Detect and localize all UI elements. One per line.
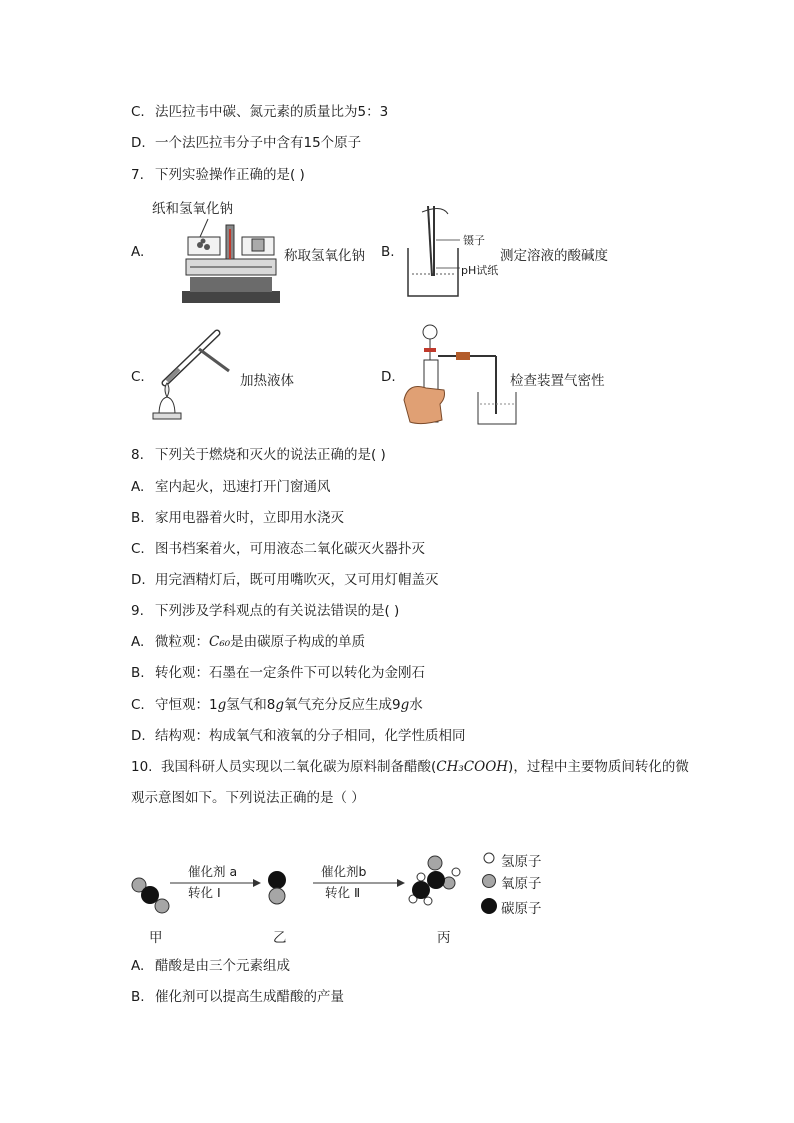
option-prefix: B.: [131, 510, 145, 526]
question-text: 下列关于燃烧和灭火的说法正确的是( ): [155, 447, 386, 463]
q7-option-d-label: D.: [381, 369, 396, 385]
airtightness-illustration: [402, 322, 520, 428]
q7-option-a-label: A.: [131, 244, 145, 260]
option-prefix: D.: [131, 572, 146, 588]
option-text: 室内起火，迅速打开门窗通风: [155, 479, 331, 495]
unit-g: g: [275, 697, 284, 713]
tweezers-label: 镊子: [463, 234, 485, 247]
balance-illustration: [180, 215, 282, 305]
legend-carbon-swatch: [481, 898, 497, 914]
hydrogen-atom: [417, 873, 425, 881]
option-text: 图书档案着火，可用液态二氧化碳灭火器扑灭: [155, 541, 425, 557]
option-text: 法匹拉韦中碳、氮元素的质量比为5：3: [155, 104, 389, 120]
flame: [165, 383, 169, 397]
question-text: 下列实验操作正确的是( ): [155, 167, 305, 183]
option-d-q6: [131, 134, 361, 152]
option-prefix: A.: [131, 479, 145, 495]
option-prefix: A.: [131, 958, 145, 974]
balance-body: [190, 277, 272, 292]
hand: [404, 387, 445, 424]
acetic-acid-formula: CH₃COOH: [436, 759, 509, 775]
option-text: 家用电器着火时，立即用水浇灭: [155, 510, 344, 526]
question-10: [131, 758, 689, 776]
q8-option-c: [131, 540, 425, 558]
legend-carbon-label: 碳原子: [501, 901, 542, 917]
rubber-tube: [456, 352, 470, 360]
q7-option-b-label: B.: [381, 244, 395, 260]
question-number: 7.: [131, 167, 144, 183]
weight: [252, 239, 264, 251]
option-prefix: C.: [131, 541, 145, 557]
molecule-yi-label: 乙: [273, 930, 287, 946]
hydrogen-atom: [424, 897, 432, 905]
option-text: 用完酒精灯后，既可用嘴吹灭，又可用灯帽盖灭: [155, 572, 439, 588]
q8-option-b: [131, 509, 344, 527]
q9-option-c: [131, 696, 423, 714]
unit-g: g: [217, 697, 227, 713]
ph-paper-label: pH试纸: [461, 264, 499, 277]
label-pointer-line: [200, 219, 208, 237]
ph-test-illustration: [402, 202, 466, 300]
legend-hydrogen-label: 氢原子: [501, 854, 542, 870]
q10-option-a: [131, 957, 290, 975]
option-text: 醋酸是由三个元素组成: [155, 958, 290, 974]
q8-option-a: [131, 478, 331, 496]
stopcock: [424, 348, 436, 352]
option-text-part: 守恒观：1: [155, 697, 218, 713]
question-7: [131, 166, 305, 184]
q7-option-c-label: C.: [131, 369, 145, 385]
option-prefix: D.: [131, 135, 146, 151]
option-text-pre: 微粒观：: [155, 634, 209, 650]
alcohol-lamp: [159, 397, 175, 415]
option-prefix: B.: [131, 989, 145, 1005]
question-9: [131, 602, 399, 620]
option-text-part: 氧气充分反应生成9: [284, 697, 401, 713]
arrow-1-head: [253, 879, 261, 887]
c60-formula: C₆₀: [209, 634, 231, 650]
legend-oxygen-swatch: [483, 875, 496, 888]
q7-b-caption: 测定溶液的酸碱度: [500, 248, 608, 264]
question-10-continued: [131, 789, 365, 807]
option-prefix: A.: [131, 634, 145, 650]
question-text-post: )，过程中主要物质间转化的微: [508, 759, 689, 775]
q7-c-caption: 加热液体: [240, 373, 294, 389]
tube-holder: [199, 349, 229, 371]
q7-a-top-label: 纸和氢氧化钠: [152, 201, 233, 217]
q9-option-b: [131, 664, 425, 682]
arrow-2-head: [397, 879, 405, 887]
question-number: 10.: [131, 759, 153, 775]
funnel-bulb: [423, 325, 437, 339]
arrow-2-bottom-label: 转化 Ⅱ: [325, 885, 361, 900]
option-text: 结构观：构成氧气和液氧的分子相同，化学性质相同: [155, 728, 466, 744]
option-text-part: 氢气和8: [226, 697, 276, 713]
option-prefix: C.: [131, 697, 145, 713]
carbon-atom: [268, 871, 286, 889]
oxygen-atom: [155, 899, 169, 913]
molecule-jia: [132, 878, 169, 913]
tweezers-left: [428, 206, 432, 276]
question-number: 8.: [131, 447, 144, 463]
carbon-atom: [427, 871, 445, 889]
hydrogen-atom: [452, 868, 460, 876]
option-prefix: C.: [131, 104, 145, 120]
legend-hydrogen-swatch: [484, 853, 494, 863]
option-c-q6: [131, 103, 388, 121]
arrow-1-bottom-label: 转化 Ⅰ: [188, 885, 221, 900]
q9-option-d: [131, 727, 466, 745]
question-number: 9.: [131, 603, 144, 619]
option-text-post: 是由碳原子构成的单质: [230, 634, 366, 650]
option-prefix: B.: [131, 665, 145, 681]
oxygen-atom: [428, 856, 442, 870]
q8-option-d: [131, 571, 439, 589]
carbon-atom: [412, 881, 430, 899]
carbon-atom: [141, 886, 159, 904]
q7-d-caption: 检查装置气密性: [510, 373, 605, 389]
question-text-pre: 我国科研人员实现以二氧化碳为原料制备醋酸(: [161, 759, 437, 775]
option-text: 一个法匹拉韦分子中含有15个原子: [155, 135, 362, 151]
molecule-bing-label: 丙: [437, 930, 451, 946]
question-text: 下列涉及学科观点的有关说法错误的是( ): [155, 603, 400, 619]
option-text: 催化剂可以提高生成醋酸的产量: [155, 989, 344, 1005]
molecule-yi: [268, 871, 286, 904]
q10-option-b: [131, 988, 344, 1006]
option-prefix: D.: [131, 728, 146, 744]
q7-a-caption: 称取氢氧化钠: [284, 248, 365, 264]
oxygen-atom: [269, 888, 285, 904]
unit-g: g: [400, 697, 410, 713]
q9-option-a: [131, 633, 365, 651]
molecule-bing: [409, 856, 460, 905]
arrow-1-top-label: 催化剂 a: [188, 864, 238, 879]
question-8: [131, 446, 386, 464]
arrow-2-top-label: 催化剂b: [321, 864, 367, 879]
balance-base: [182, 291, 280, 303]
molecule-jia-label: 甲: [149, 930, 163, 946]
question-text: 观示意图如下。下列说法正确的是（ ）: [131, 790, 365, 806]
option-text-part: 水: [409, 697, 423, 713]
legend-oxygen-label: 氧原子: [501, 876, 542, 892]
option-text: 转化观：石墨在一定条件下可以转化为金刚石: [155, 665, 425, 681]
heating-illustration: [145, 327, 237, 425]
